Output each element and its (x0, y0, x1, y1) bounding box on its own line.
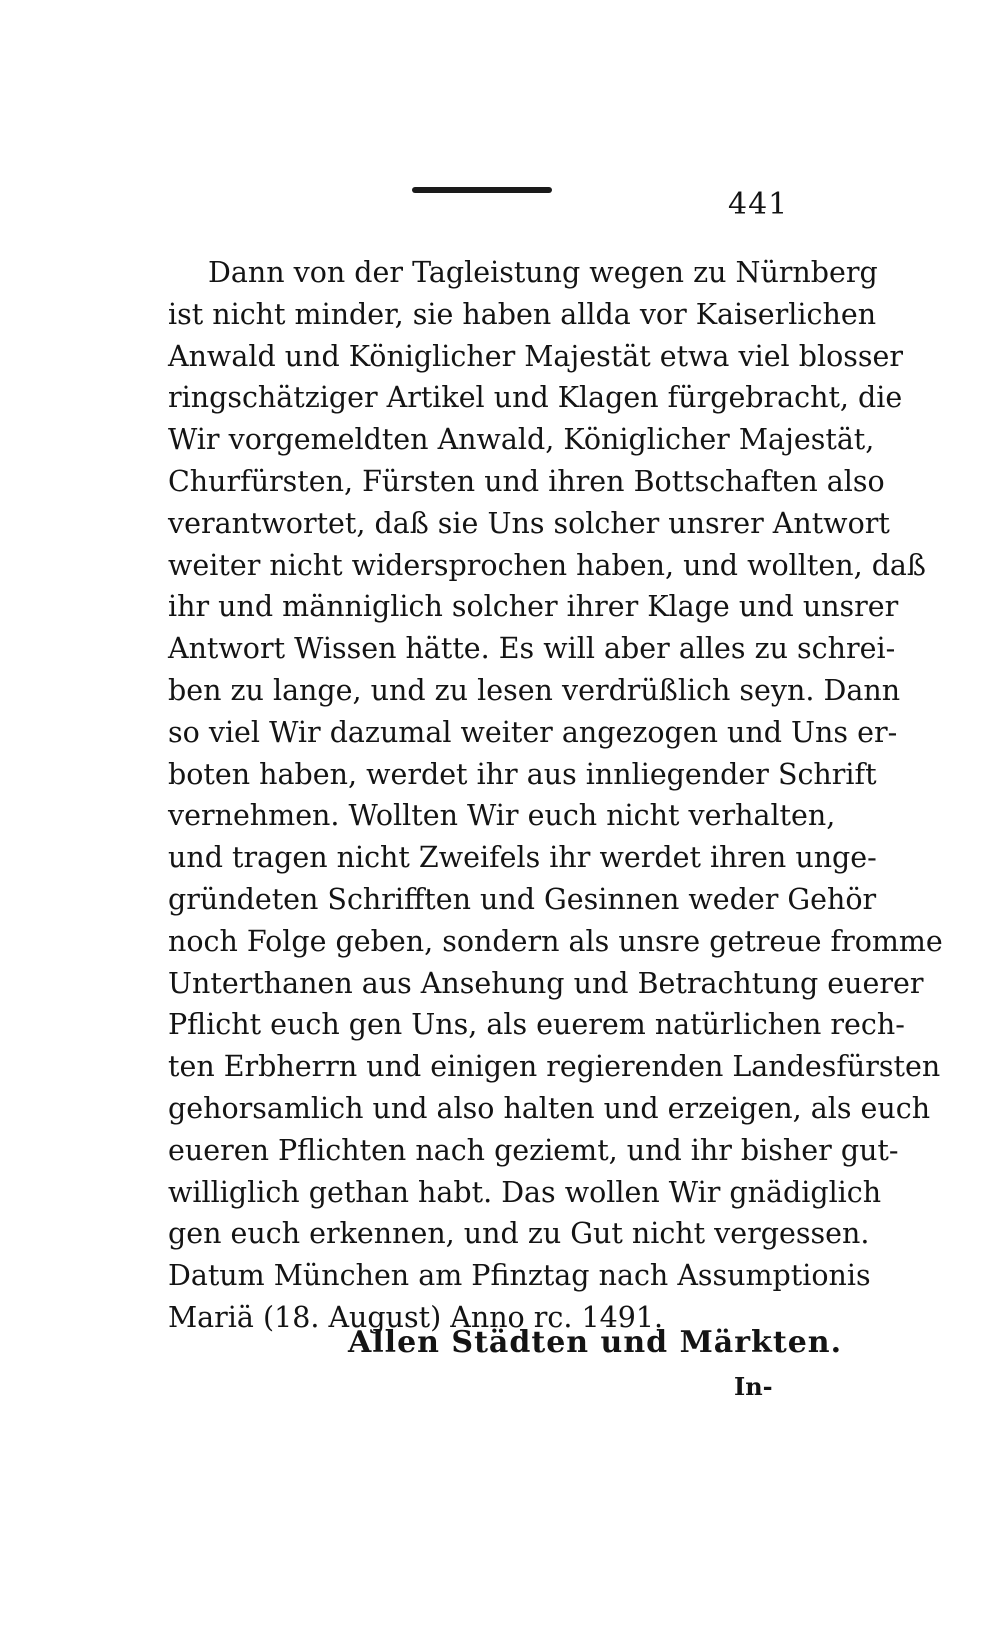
text-line: Datum München am Pfinztag nach Assumptionis (168, 1259, 871, 1293)
text-line: noch Folge geben, sondern als unsre getreue fromme (168, 924, 943, 958)
text-line: Mariä (18. August) Anno rc. 1491. (168, 1300, 664, 1334)
text-line: weiter nicht widersprochen haben, und wollten, daß (168, 548, 926, 582)
text-line: gen euch erkennen, und zu Gut nicht vergessen. (168, 1217, 870, 1251)
text-line: ringschätziger Artikel und Klagen fürgebracht, die (168, 381, 903, 415)
text-line: eueren Pflichten nach geziemt, und ihr bisher gut- (168, 1133, 899, 1167)
text-line: Unterthanen aus Ansehung und Betrachtung euerer (168, 966, 924, 1000)
text-line: boten haben, werdet ihr aus innliegender Schrift (168, 757, 877, 791)
address-line: Allen Städten und Märkten. (348, 1325, 843, 1360)
header-rule (412, 187, 552, 193)
page-number: 441 (728, 187, 789, 222)
text-line: so viel Wir dazumal weiter angezogen und Uns er- (168, 715, 898, 749)
text-line: williglich gethan habt. Das wollen Wir gnädiglich (168, 1175, 882, 1209)
catchword: In- (734, 1372, 773, 1401)
text-line: ist nicht minder, sie haben allda vor Kaiserlichen (168, 297, 877, 331)
text-line: gehorsamlich und also halten und erzeigen, als euch (168, 1091, 931, 1125)
text-line: Dann von der Tagleistung wegen zu Nürnberg (208, 256, 878, 289)
text-line: Wir vorgemeldten Anwald, Königlicher Majestät, (168, 423, 875, 457)
text-line: ten Erbherrn und einigen regierenden Landesfürsten (168, 1050, 941, 1084)
text-line: Pflicht euch gen Uns, als euerem natürlichen rech- (168, 1008, 905, 1042)
body-text (168, 252, 943, 1339)
text-line: und tragen nicht Zweifels ihr werdet ihren unge- (168, 841, 877, 875)
text-line: vernehmen. Wollten Wir euch nicht verhalten, (168, 799, 836, 833)
text-line: Anwald und Königlicher Majestät etwa viel blosser (168, 339, 903, 373)
text-line: Antwort Wissen hätte. Es will aber alles zu schrei- (168, 632, 896, 666)
text-line: ben zu lange, und zu lesen verdrüßlich seyn. Dann (168, 673, 901, 707)
text-line: Churfürsten, Fürsten und ihren Bottschaften also (168, 464, 885, 498)
text-line: ihr und männiglich solcher ihrer Klage und unsrer (168, 590, 899, 624)
text-line: gründeten Schrifften und Gesinnen weder Gehör (168, 882, 877, 916)
text-line: verantwortet, daß sie Uns solcher unsrer Antwort (168, 506, 890, 540)
